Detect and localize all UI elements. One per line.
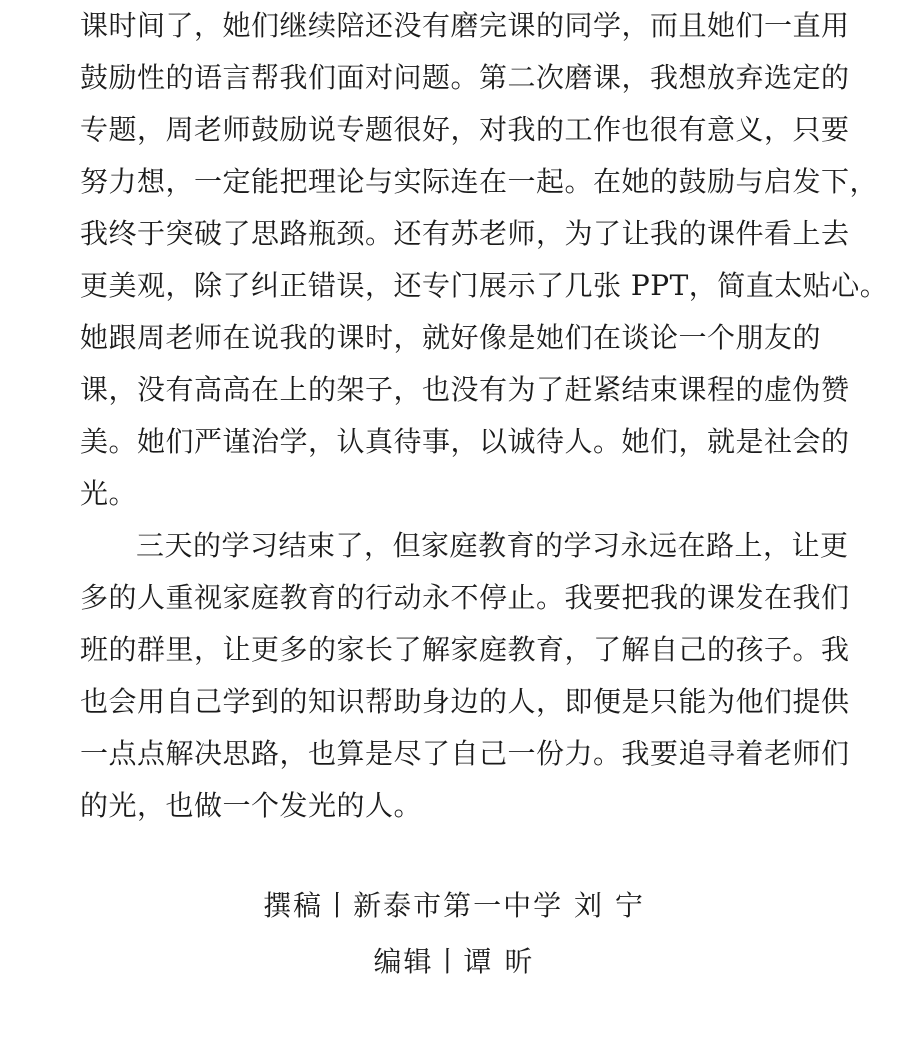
paragraph-line: 班的群里，让更多的家长了解家庭教育，了解自己的孩子。我 [80,633,850,666]
paragraph-line: 鼓励性的语言帮我们面对问题。第二次磨课，我想放弃选定的 [80,61,850,94]
paragraph-line: 课时间了，她们继续陪还没有磨完课的同学，而且她们一直用 [80,9,850,42]
paragraph-line: 努力想，一定能把理论与实际连在一起。在她的鼓励与启发下， [80,165,879,198]
paragraph-line: 课，没有高高在上的架子，也没有为了赶紧结束课程的虚伪赞 [80,373,850,406]
paragraph-line: 专题，周老师鼓励说专题很好，对我的工作也很有意义，只要 [80,113,850,146]
editor-credit: 编辑丨谭 昕 [373,945,535,978]
author-credit: 撰稿丨新泰市第一中学 刘 宁 [263,889,645,922]
article-body [80,4,889,836]
paragraph-line: 她跟周老师在说我的课时，就好像是她们在谈论一个朋友的 [80,321,822,354]
paragraph-line: 我终于突破了思路瓶颈。还有苏老师，为了让我的课件看上去 [80,217,850,250]
paragraph-line: 三天的学习结束了，但家庭教育的学习永远在路上，让更 [136,529,849,562]
paragraph-line: 美。她们严谨治学，认真待事，以诚待人。她们，就是社会的 [80,425,850,458]
paragraph-line: 更美观，除了纠正错误，还专门展示了几张 PPT，简直太贴心。 [80,269,889,302]
article-credits [0,880,908,992]
paragraph-line: 的光，也做一个发光的人。 [80,789,423,822]
paragraph-line: 一点点解决思路，也算是尽了自己一份力。我要追寻着老师们 [80,737,850,770]
paragraph-line: 多的人重视家庭教育的行动永不停止。我要把我的课发在我们 [80,581,850,614]
paragraph-line: 也会用自己学到的知识帮助身边的人，即便是只能为他们提供 [80,685,850,718]
paragraph-line: 光。 [80,477,138,510]
